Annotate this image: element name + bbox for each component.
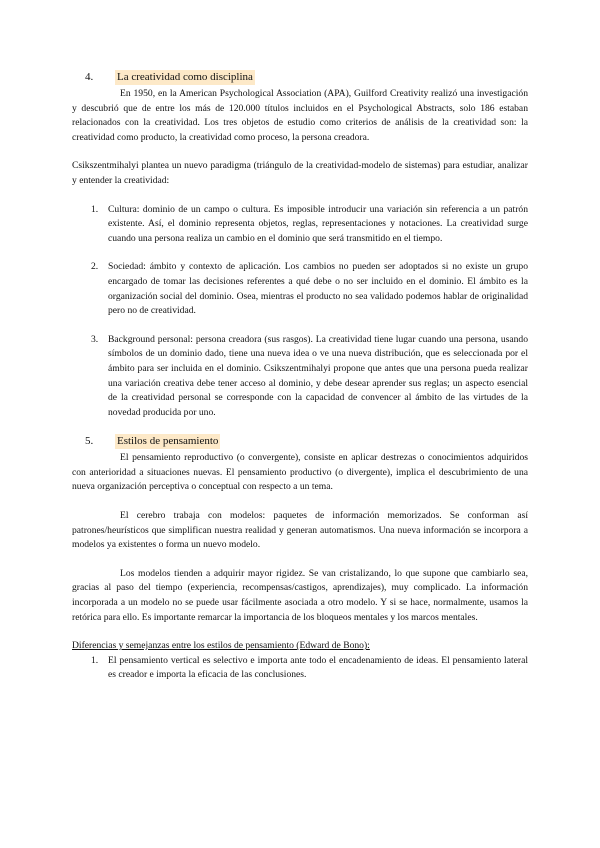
list-item bbox=[72, 203, 528, 247]
numbered-list bbox=[72, 203, 528, 421]
numbered-list bbox=[72, 654, 528, 683]
section-title: La creatividad como disciplina bbox=[117, 71, 253, 83]
document-body bbox=[72, 70, 528, 683]
section-title: Estilos de pensamiento bbox=[117, 435, 219, 448]
paragraph: Los modelos tienden a adquirir mayor rigidez. Se van cristalizando, lo que supone que cambiarlo sea, gracias al paso del tiempo (experiencia, recompensas/castigos, aprendizajes), muy complicado. La información incorporada a un modelo no se puede usar fácilmente asociada a otro modelo. Y si se hace, normalmente, usamos la retórica para ello. Es importante remarcar la importancia de los bloqueos mentales y los marcos mentales. bbox=[72, 567, 528, 623]
paragraph: En 1950, en la American Psychological Association (APA), Guilford Creativity realizó una investigación y descubrió que de entre los más de 120.000 títulos incluidos en el Psychological Abstracts, solo 186 estaban relacionados con la creatividad. Los tres objetos de estudio como criterios de análisis de la creatividad son: la creatividad como producto, la creatividad como proceso, la persona creadora. bbox=[72, 88, 528, 143]
list-item-text: Cultura: dominio de un campo o cultura. Es imposible introducir una variación sin referencia a un patrón existente. Así, el dominio representa objetos, reglas, representaciones y notaciones. La creatividad surge cuando una persona realiza un cambio en el dominio que será transmitido en el tiempo. bbox=[108, 203, 528, 244]
list-item bbox=[72, 654, 528, 683]
list-number: 2. bbox=[91, 261, 99, 273]
subheading: Diferencias y semejanzas entre los estilos de pensamiento (Edward de Bono): bbox=[72, 640, 370, 652]
list-number: 1. bbox=[91, 654, 99, 666]
paragraph: El cerebro trabaja con modelos: paquetes de información memorizados. Se conforman así patrones/heurísticos que simplifican nuestra realidad y generan automatismos. Una nueva información se incorpora a modelos ya existentes o forma un nuevo modelo. bbox=[72, 510, 528, 551]
list-item bbox=[72, 260, 528, 318]
section-number: 5. bbox=[85, 435, 94, 448]
list-item bbox=[72, 333, 528, 421]
list-number: 3. bbox=[91, 333, 99, 345]
section-5-heading bbox=[72, 434, 528, 449]
paragraph: Csikszentmihalyi plantea un nuevo paradigma (triángulo de la creatividad-modelo de sistemas) para estudiar, analizar y entender la creatividad: bbox=[72, 160, 528, 186]
list-item-text: Sociedad: ámbito y contexto de aplicación. Los cambios no pueden ser adoptados si no existe un grupo encargado de tomar las decisiones referentes a qué debe o no ser incluido en el dominio. El ámbito es la organización social del dominio. Osea, mientras el producto no sea validado podemos hablar de originalidad pero no de creatividad. bbox=[108, 261, 528, 317]
list-number: 1. bbox=[91, 203, 99, 215]
section-4-heading bbox=[72, 70, 528, 85]
list-item-text: El pensamiento vertical es selectivo e importa ante todo el encadenamiento de ideas. El pensamiento lateral es creador e importa la eficacia de las conclusiones. bbox=[108, 654, 528, 681]
paragraph: El pensamiento reproductivo (o convergente), consiste en aplicar destrezas o conocimientos adquiridos con anterioridad a situaciones nuevas. El pensamiento productivo (o divergente), implica el descubrimiento de una nueva organización perceptiva o conceptual con respecto a un tema. bbox=[72, 452, 528, 493]
section-number: 4. bbox=[85, 71, 94, 83]
list-item-text: Background personal: persona creadora (sus rasgos). La creatividad tiene lugar cuando una persona, usando símbolos de un dominio dado, tiene una nueva idea o ve una nueva distribución, que es seleccionada por el ámbito para ser incluida en el dominio. Csikszentmihalyi propone que antes que una persona pueda realizar una variación creativa debe tener acceso al dominio, y debe desear aprender sus reglas; un aspecto esencial de la creatividad personal se corresponde con la capacidad de convencer al ámbito de las virtudes de la novedad producida por uno. bbox=[108, 333, 528, 418]
